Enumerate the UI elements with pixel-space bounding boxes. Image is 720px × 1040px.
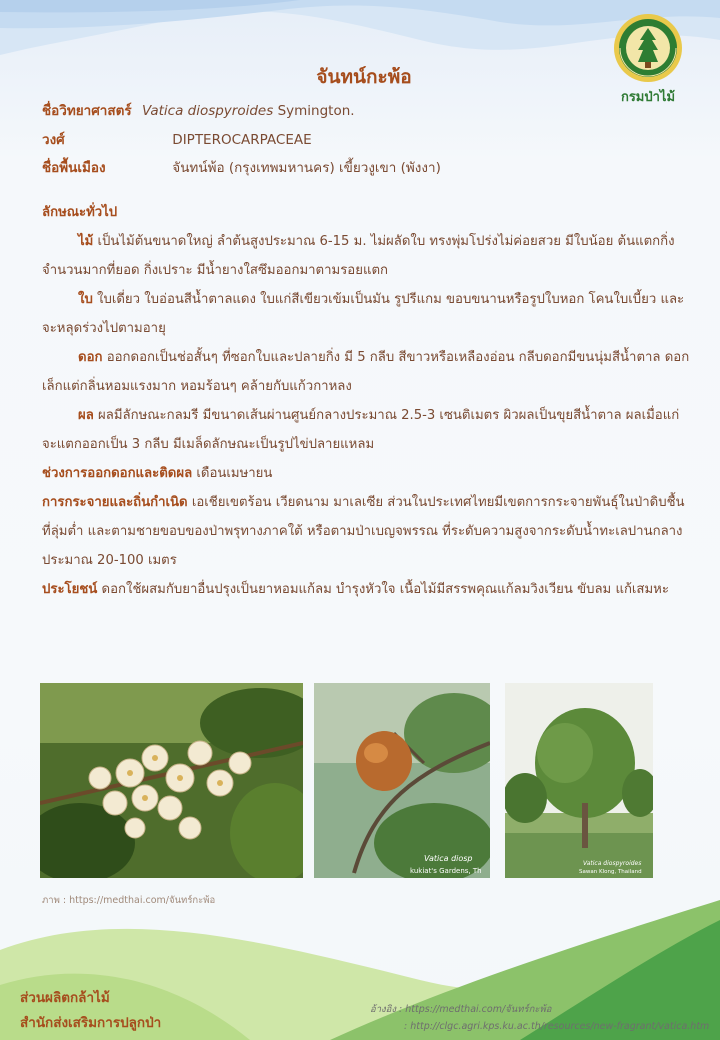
scientific-name-row — [42, 99, 355, 121]
scientific-name-label: ชื่อวิทยาศาสตร์ — [42, 103, 132, 119]
page-title: จันทน์กะพ้อ — [316, 66, 412, 88]
tree-paragraph — [42, 227, 692, 285]
general-heading: ลักษณะทั่วไป — [42, 205, 118, 220]
local-name-row — [42, 156, 441, 178]
department-line-2: สำนักส่งเสริมการปลูกป่า — [20, 1015, 162, 1031]
fruit-paragraph — [42, 401, 692, 459]
scientific-author: Symington. — [277, 103, 355, 119]
family-label: วงศ์ — [42, 132, 65, 148]
local-name-value: จันทน์พ้อ (กรุงเทพมหานคร) เขี้ยวงูเขา (พังงา) — [172, 160, 441, 176]
tree-text: เป็นไม้ต้นขนาดใหญ่ ลำต้นสูงประมาณ 6-15 ม. ไม่ผลัดใบ ทรงพุ่มโปร่งไม่ค่อยสวย มีใบน้อย ต้นแตกกิ่งจำนวนมากที่ยอด กิ่งเปราะ มีน้ำยางใสซึมออกมาตามรอยแตก — [42, 234, 675, 278]
distribution-label: การกระจายและถิ่นกำเนิด — [42, 495, 188, 510]
family-value: DIPTEROCARPACEAE — [172, 132, 312, 148]
flowering-label: ช่วงการออกดอกและติดผล — [42, 466, 193, 481]
fruit-text: ผลมีลักษณะกลมรี มีขนาดเส้นผ่านศูนย์กลางประมาณ 2.5-3 เซนติเมตร ผิวผลเป็นขุยสีน้ำตาล ผลเมื่อแก่จะแตกออกเป็น 3 กลีบ มีเมล็ดลักษณะเป็นรูปไข่ปลายแหลม — [42, 408, 680, 452]
flower-label: ดอก — [78, 350, 103, 365]
department-block — [20, 986, 161, 1036]
flower-text: ออกดอกเป็นช่อสั้นๆ ที่ซอกใบและปลายกิ่ง มี 5 กลีบ สีขาวหรือเหลืองอ่อน กลีบดอกมีขนนุ่มสีน้ำตาล ดอกเล็กแต่กลิ่นหอมแรงมาก หอมร้อนๆ คล้ายกับแก้วกาหลง — [42, 350, 690, 394]
benefit-value: ดอกใช้ผสมกับยาอื่นปรุงเป็นยาหอมแก้ลม บำรุงหัวใจ เนื้อไม้มีสรรพคุณแก้ลมวิงเวียน ขับลม แก้เสมหะ — [101, 582, 669, 597]
distribution-paragraph — [42, 488, 692, 575]
family-row — [42, 128, 312, 150]
reference-1: อ้างอิง : https://medthai.com/จันทร์กะพ้อ — [370, 1004, 552, 1015]
logo-caption: กรมป่าไม้ — [620, 90, 676, 105]
fruit-photo-caption-1: Vatica diosp — [424, 854, 473, 863]
benefit-paragraph — [42, 575, 692, 604]
scientific-name: Vatica diospyroides — [141, 103, 274, 119]
tree-photo — [505, 683, 653, 878]
leaf-text: ใบเดี่ยว ใบอ่อนสีน้ำตาลแดง ใบแก่สีเขียวเข้มเป็นมัน รูปรีแกม ขอบขนานหรือรูปใบหอก โคนใบเบี้ยว และจะหลุดร่วงไปตามอายุ — [42, 292, 685, 336]
leaf-label: ใบ — [78, 292, 93, 307]
flowering-value: เดือนเมษายน — [196, 466, 273, 481]
tree-photo-caption-1: Vatica diospyroides — [583, 860, 642, 867]
local-name-label: ชื่อพื้นเมือง — [42, 160, 106, 176]
tree-photo-caption-2: Sawan Klong, Thailand — [579, 869, 642, 875]
tree-label: ไม้ — [78, 234, 94, 249]
description-body — [42, 198, 692, 604]
reference-2: : http://clgc.agri.kps.ku.ac.th/resources/new-fragrant/vatica.htm — [404, 1021, 710, 1032]
leaf-paragraph — [42, 285, 692, 343]
distribution-value: เอเชียเขตร้อน เวียดนาม มาเลเซีย ส่วนในประเทศไทยมีเขตการกระจายพันธุ์ในป่าดิบชื้นที่ลุ่มต่ำ และตามชายขอบของป่าพรุทางภาคใต้ หรือตามป่าเบญจพรรณ ที่ระดับความสูงจากระดับน้ำทะเลปานกลางประมาณ 20-100 เมตร — [42, 495, 685, 568]
photo-credit: ภาพ : https://medthai.com/จันทร์กะพ้อ — [42, 895, 216, 906]
department-line-1: ส่วนผลิตกล้าไม้ — [20, 990, 110, 1006]
fruit-photo — [314, 683, 490, 878]
fruit-label: ผล — [78, 408, 94, 423]
fruit-photo-caption-2: kukiat's Gardens, Th — [410, 867, 482, 875]
flower-paragraph — [42, 343, 692, 401]
flowering-paragraph — [42, 459, 692, 488]
benefit-label: ประโยชน์ — [42, 582, 98, 597]
flower-photo — [40, 683, 303, 878]
